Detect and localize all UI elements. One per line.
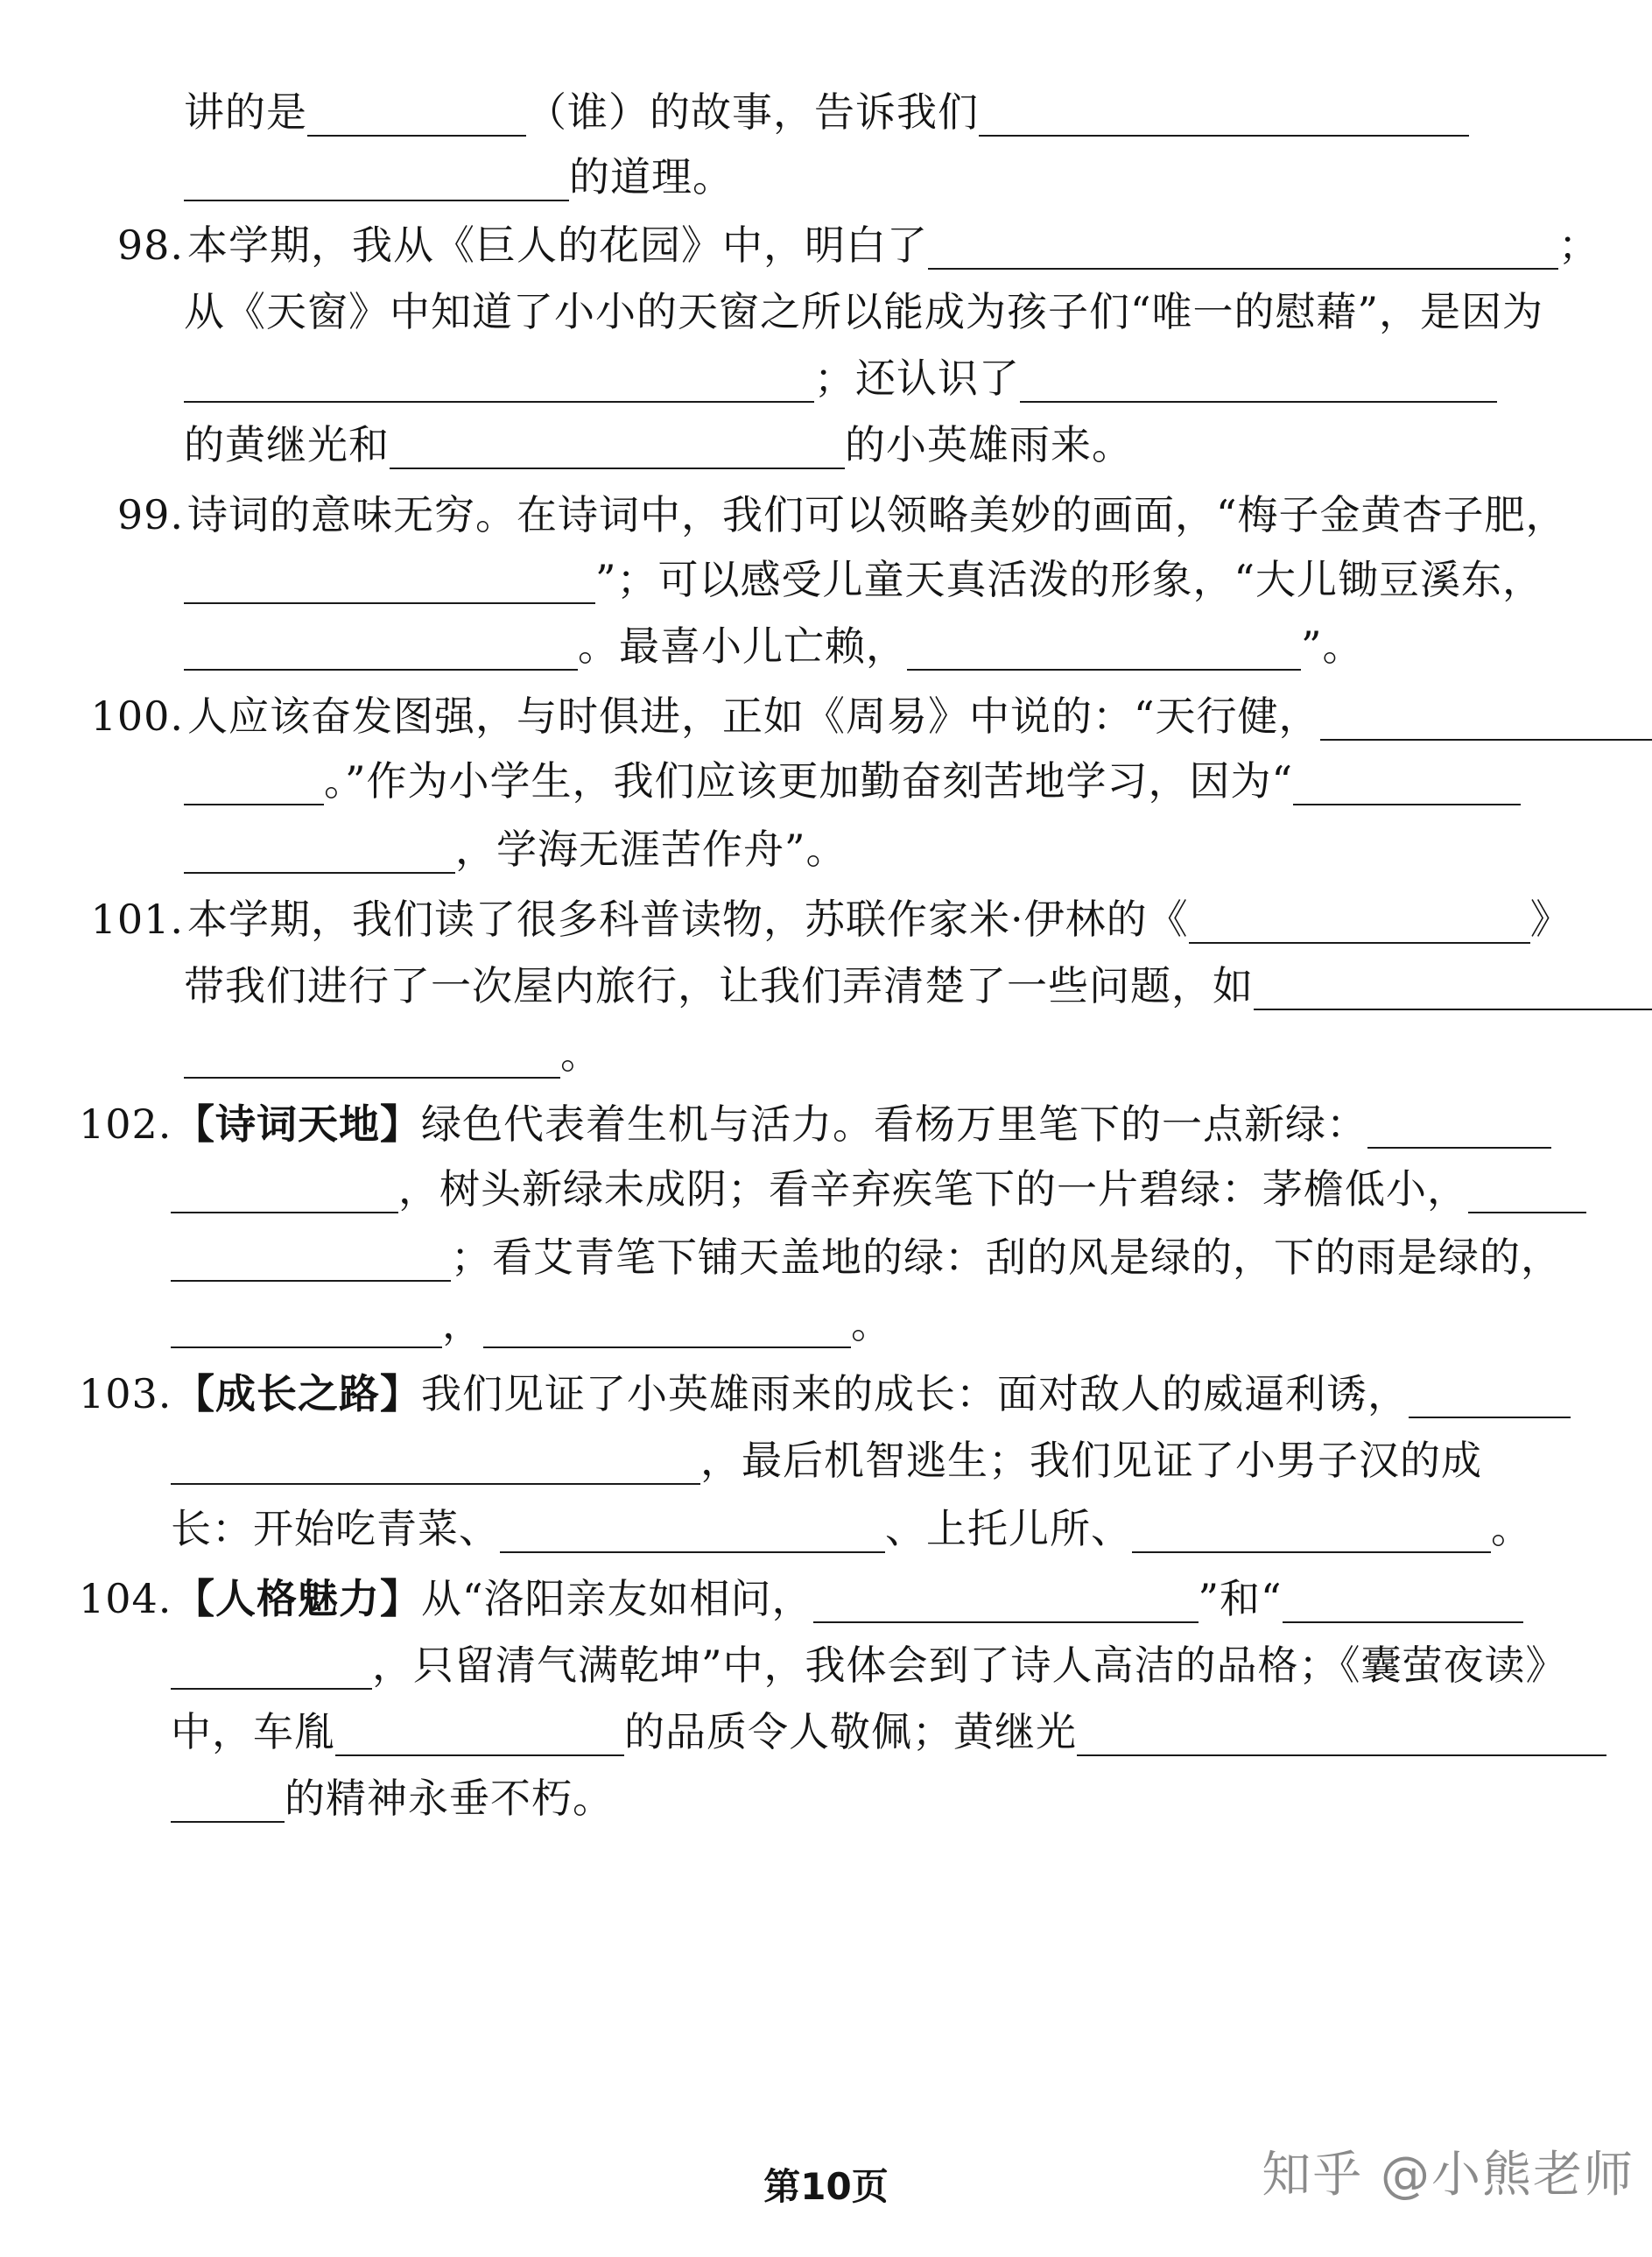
question-text: 讲的是 (184, 88, 307, 136)
answer-blank[interactable] (1132, 1499, 1491, 1553)
question-text: 我们见证了小英雄雨来的成长：面对敌人的威逼利诱， (421, 1370, 1409, 1417)
question-number: 102. (79, 1100, 172, 1148)
answer-blank[interactable] (907, 616, 1301, 671)
question-text: ”。 (1301, 622, 1364, 670)
question-text: 的精神永垂不朽。 (285, 1775, 614, 1822)
question-text: 。”作为小学生，我们应该更加勤奋刻苦地学习，因为“ (324, 757, 1294, 805)
section-tag: 【诗词天地】 (174, 1100, 421, 1148)
answer-blank[interactable] (1367, 1094, 1551, 1149)
text-line (79, 1564, 1523, 1634)
question-text: ”和“ (1198, 1575, 1283, 1622)
question-number: 98. (116, 221, 184, 269)
question-text: ，最后机智逃生；我们见证了小男子汉的成 (700, 1437, 1482, 1484)
question-text: 从“洛阳亲友如相问， (421, 1575, 813, 1622)
answer-blank[interactable] (1468, 1159, 1586, 1213)
text-line (171, 1630, 1567, 1700)
answer-blank[interactable] (1020, 348, 1497, 403)
answer-blank[interactable] (1409, 1364, 1571, 1418)
answer-blank[interactable] (184, 751, 324, 805)
question-text: 绿色代表着生机与活力。看杨万里笔下的一点新绿： (421, 1100, 1367, 1148)
question-text: ； (1558, 221, 1599, 269)
text-line (171, 1222, 1562, 1292)
question-text: 。最喜小儿亡赖， (578, 622, 907, 670)
text-line (171, 1425, 1482, 1495)
answer-blank[interactable] (184, 348, 814, 403)
question-text: ， (442, 1300, 483, 1347)
text-line (79, 681, 1652, 751)
answer-blank[interactable] (483, 1294, 851, 1348)
text-line (79, 884, 1571, 954)
text-line (184, 77, 1469, 147)
answer-blank[interactable] (171, 1227, 451, 1282)
question-text: 带我们进行了一次屋内旅行，让我们弄清楚了一些问题，如 (184, 962, 1254, 1009)
question-text: 人应该奋发图强，与时俱进，正如《周易》中说的：“天行健， (187, 693, 1320, 740)
text-line (184, 545, 1543, 615)
answer-blank[interactable] (500, 1499, 885, 1553)
text-line (171, 1154, 1586, 1224)
answer-blank[interactable] (1077, 1702, 1606, 1756)
question-text: ，只留清气满乾坤”中，我体会到了诗人高洁的品格；《囊萤夜读》 (372, 1642, 1567, 1689)
watermark: 知乎 @小熊老师 (1262, 2147, 1634, 2204)
text-line (184, 142, 734, 212)
text-line (79, 1359, 1571, 1429)
text-line (171, 1697, 1606, 1767)
question-text: （谁）的故事，告诉我们 (526, 88, 979, 136)
question-text: ”；可以感受儿童天真活泼的形象，“大儿锄豆溪东， (595, 556, 1544, 603)
text-line (171, 1763, 614, 1833)
question-text: ；看艾青笔下铺天盖地的绿：刮的风是绿的，下的雨是绿的， (451, 1234, 1562, 1281)
text-line (114, 210, 1599, 280)
answer-blank[interactable] (1320, 686, 1652, 741)
answer-blank[interactable] (307, 82, 526, 137)
answer-blank[interactable] (171, 1431, 700, 1485)
question-number: 100. (90, 693, 184, 740)
answer-blank[interactable] (171, 1768, 285, 1823)
text-line (184, 277, 1543, 347)
question-text: 的小英雄雨来。 (845, 421, 1133, 468)
question-text: 的品质令人敬佩；黄继光 (624, 1708, 1077, 1755)
text-line (184, 814, 847, 884)
text-line (114, 480, 1567, 550)
question-number: 99. (116, 491, 184, 538)
question-text: 的黄继光和 (184, 421, 390, 468)
page-number: 第10页 (763, 2165, 889, 2208)
text-line (184, 343, 1497, 413)
text-line (184, 951, 1652, 1021)
text-line (184, 611, 1364, 681)
answer-blank[interactable] (928, 215, 1558, 270)
question-text: 。 (1491, 1505, 1532, 1552)
answer-blank[interactable] (1283, 1569, 1523, 1623)
answer-blank[interactable] (1254, 956, 1652, 1010)
question-text: 。 (851, 1300, 892, 1347)
question-text: 的道理。 (569, 153, 734, 200)
question-text: 中，车胤 (171, 1708, 335, 1755)
question-number: 104. (79, 1575, 172, 1622)
question-text: 长：开始吃青菜、 (171, 1505, 500, 1552)
question-text: 从《天窗》中知道了小小的天窗之所以能成为孩子们“唯一的慰藉”，是因为 (184, 288, 1544, 335)
answer-blank[interactable] (1293, 751, 1521, 805)
text-line (184, 746, 1521, 816)
question-text: ；还认识了 (814, 355, 1020, 402)
text-line (184, 410, 1133, 480)
text-line (184, 1019, 601, 1089)
answer-blank[interactable] (184, 550, 595, 604)
question-text: ，学海无涯苦作舟”。 (455, 826, 847, 873)
question-number: 103. (79, 1370, 172, 1417)
section-tag: 【人格魅力】 (174, 1575, 421, 1622)
question-text: ，树头新绿未成阴；看辛弃疾笔下的一片碧绿：茅檐低小， (398, 1165, 1468, 1213)
question-text: 诗词的意味无穷。在诗词中，我们可以领略美妙的画面，“梅子金黄杏子肥， (187, 491, 1567, 538)
answer-blank[interactable] (1189, 889, 1530, 944)
question-number: 101. (90, 896, 184, 943)
text-line (79, 1089, 1551, 1159)
answer-blank[interactable] (813, 1569, 1199, 1623)
question-text: 本学期，我从《巨人的花园》中，明白了 (187, 221, 928, 269)
answer-blank[interactable] (184, 1024, 560, 1079)
answer-blank[interactable] (171, 1294, 442, 1348)
answer-blank[interactable] (184, 819, 455, 874)
question-text: 本学期，我们读了很多科普读物，苏联作家米·伊林的《 (187, 896, 1189, 943)
text-line (171, 1494, 1532, 1564)
answer-blank[interactable] (184, 616, 578, 671)
answer-blank[interactable] (171, 1635, 372, 1690)
answer-blank[interactable] (390, 415, 845, 469)
text-line (171, 1289, 892, 1359)
answer-blank[interactable] (171, 1159, 398, 1213)
section-tag: 【成长之路】 (174, 1370, 421, 1417)
answer-blank[interactable] (979, 82, 1469, 137)
question-text: 。 (560, 1030, 601, 1078)
question-text: 、上托儿所、 (885, 1505, 1132, 1552)
question-text: 》 (1529, 896, 1571, 943)
answer-blank[interactable] (184, 147, 569, 201)
answer-blank[interactable] (335, 1702, 624, 1756)
